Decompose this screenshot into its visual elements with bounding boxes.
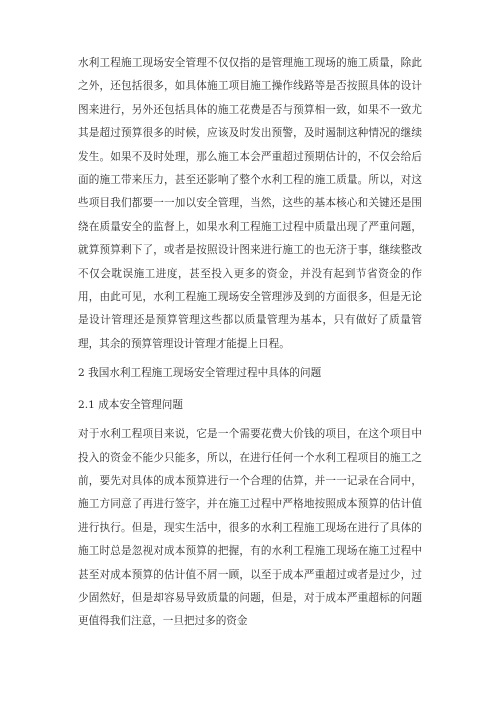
body-paragraph-1: 水利工程施工现场安全管理不仅仅指的是管理施工现场的施工质量，除此之外，还包括很多，如具体施工项目施工操作线路等是否按照具体的设计图来进行，另外还包括具体的施工花费是否与预算相一致，如果不一致尤其是超过预算很多的时候，应该及时发出预警，及时遏制这种情况的继续发生。如果不及时处理，那么施工本会严重超过预期估计的，不仅会给后面的施工带来压力，甚至还影响了整个水利工程的施工质量。所以，对这些项目我们都要一一加以安全管理，当然，这些的基本核心和关键还是围绕在质量安全的监督上，如果水利工程施工过程中质量出现了严重问题，就算预算剩下了，或者是按照设计图来进行施工的也无济于事，继续整改不仅会耽误施工进度，甚至投入更多的资金，并没有起到节省资金的作用，由此可见，水利工程施工现场安全管理涉及到的方面很多，但是无论是设计管理还是预算管理这些都以质量管理为基本，只有做好了质量管理，其余的预算管理设计管理才能提上日程。 [78, 57, 422, 350]
body-paragraph-2: 对于水利工程项目来说，它是一个需要花费大价钱的项目，在这个项目中投入的资金不能少只能多，所以，在进行任何一个水利工程项目的施工之前，要先对具体的成本预算进行一个合理的估算，并一一记录在合同中，施工方同意了再进行签字，并在施工过程中严格地按照成本预算的估计值进行执行。但是，现实生活中，很多的水利工程施工现场在进行了具体的施工时总是忽视对成本预算的把握，有的水利工程施工现场在施工过程中甚至对成本预算的估计值不屑一顾，以至于成本严重超过或者是过少，过少固然好，但是却容易导致质量的问题，但是，对于成本严重超标的问题更值得我们注意，一旦把过多的资金 [78, 428, 422, 628]
subsection-heading-2-1: 2.1 成本安全管理问题 [78, 398, 183, 411]
section-heading-2: 2 我国水利工程施工现场安全管理过程中具体的问题 [78, 367, 322, 380]
